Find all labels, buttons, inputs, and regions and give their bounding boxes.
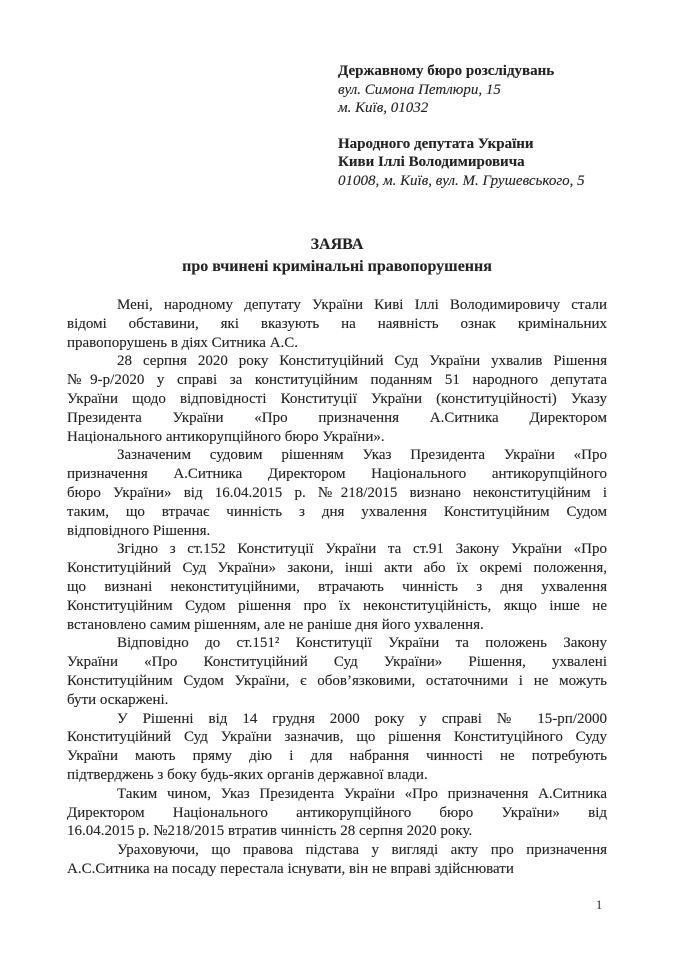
recipient-name: Державному бюро розслідувань bbox=[338, 63, 555, 79]
body-line: Ураховуючи, що правова підстава у вигляді акту про призначення bbox=[117, 842, 607, 859]
body-line: України щодо відповідності Конституції України (конституційності) Указу bbox=[67, 390, 607, 407]
body-line: Конституційним Судом рішення про їх неконституційність, якщо інше не bbox=[67, 597, 607, 614]
sender-title: Народного депутата України bbox=[338, 135, 534, 152]
sender-address: 01008, м. Київ, вул. М. Грушевського, 5 bbox=[338, 172, 585, 189]
body-line: 16.04.2015 р. №218/2015 втратив чинність 28 серпня 2020 року. bbox=[67, 823, 473, 840]
document-title bbox=[67, 234, 607, 278]
body-line: Президента України «Про призначення А.Ситника Директором bbox=[67, 409, 607, 426]
body-line: Конституційний Суд України» закони, інші акти або їх окремі положення, bbox=[67, 560, 607, 577]
title-subtitle: про вчинені кримінальні правопорушення bbox=[182, 258, 492, 275]
body-line: відповідного Рішення. bbox=[67, 522, 211, 539]
body-line: бюро України» від 16.04.2015 р. №218/2015 визнано неконституційним і bbox=[67, 484, 607, 501]
body-line: підтверджень з боку будь-яких органів державної влади. bbox=[67, 766, 428, 783]
body-line: Мені, народному депутату України Киві Іллі Володимировичу стали bbox=[117, 297, 607, 313]
body-line: А.С.Ситника на посаду перестала існувати, він не вправі здійснювати bbox=[67, 860, 514, 877]
recipient-address-street: вул. Симона Петлюри, 15 bbox=[338, 81, 501, 98]
body-line: встановлено самим рішенням, але не раніше дня його ухвалення. bbox=[67, 616, 484, 633]
body-line: призначення А.Ситника Директором Національного антикорупційного bbox=[67, 466, 607, 483]
body-line: Таким чином, Указ Президента України «Про призначення А.Ситника bbox=[117, 785, 607, 802]
body-line: Національного антикорупційного бюро України». bbox=[67, 428, 385, 445]
body-line: України мають пряму дію і для набрання чинності не потребують bbox=[67, 748, 607, 765]
body-line: що визнані неконституційними, втрачають чинність з дня ухвалення bbox=[67, 578, 607, 595]
body-line: бути оскаржені. bbox=[67, 691, 169, 708]
body-line: Директором Національного антикорупційного бюро України» від bbox=[67, 804, 607, 821]
body-line: Відповідно до ст.151² Конституції України та положень Закону bbox=[117, 635, 607, 652]
recipient-address-city: м. Київ, 01032 bbox=[338, 100, 429, 116]
body-line: Згідно з ст.152 Конституції України та ст.91 Закону України «Про bbox=[117, 541, 607, 558]
body-line: 28 серпня 2020 року Конституційний Суд України ухвалив Рішення bbox=[117, 353, 607, 370]
body-line: У Рішенні від 14 грудня 2000 року у справі № 15-рп/2000 bbox=[117, 710, 607, 727]
body-line: відомі обставини, які вказують на наявність ознак кримінальних bbox=[67, 315, 607, 332]
body-line: Зазначеним судовим рішенням Указ Президента України «Про bbox=[117, 447, 607, 464]
page-number: 1 bbox=[596, 898, 603, 912]
sender-name: Киви Іллі Володимировича bbox=[338, 154, 525, 170]
body-line: України «Про Конституційний Суд України» Рішення, ухвалені bbox=[67, 654, 607, 671]
title-main: ЗАЯВА bbox=[310, 236, 364, 253]
addressee-block bbox=[338, 62, 638, 190]
document-body bbox=[67, 296, 607, 879]
body-line: таким, що втрачає чинність з дня ухвалення Конституційним Судом bbox=[67, 503, 607, 520]
header-spacer bbox=[338, 118, 638, 135]
body-line: Конституційним Судом України, є обов’язковими, остаточними і не можуть bbox=[67, 672, 607, 689]
body-line: Конституційний Суд України зазначив, що рішення Конституційного Суду bbox=[67, 729, 607, 746]
body-line: правопорушень в діях Ситника А.С. bbox=[67, 334, 299, 351]
body-line: №9-р/2020 у справі за конституційним поданням 51 народного депутата bbox=[67, 372, 607, 389]
